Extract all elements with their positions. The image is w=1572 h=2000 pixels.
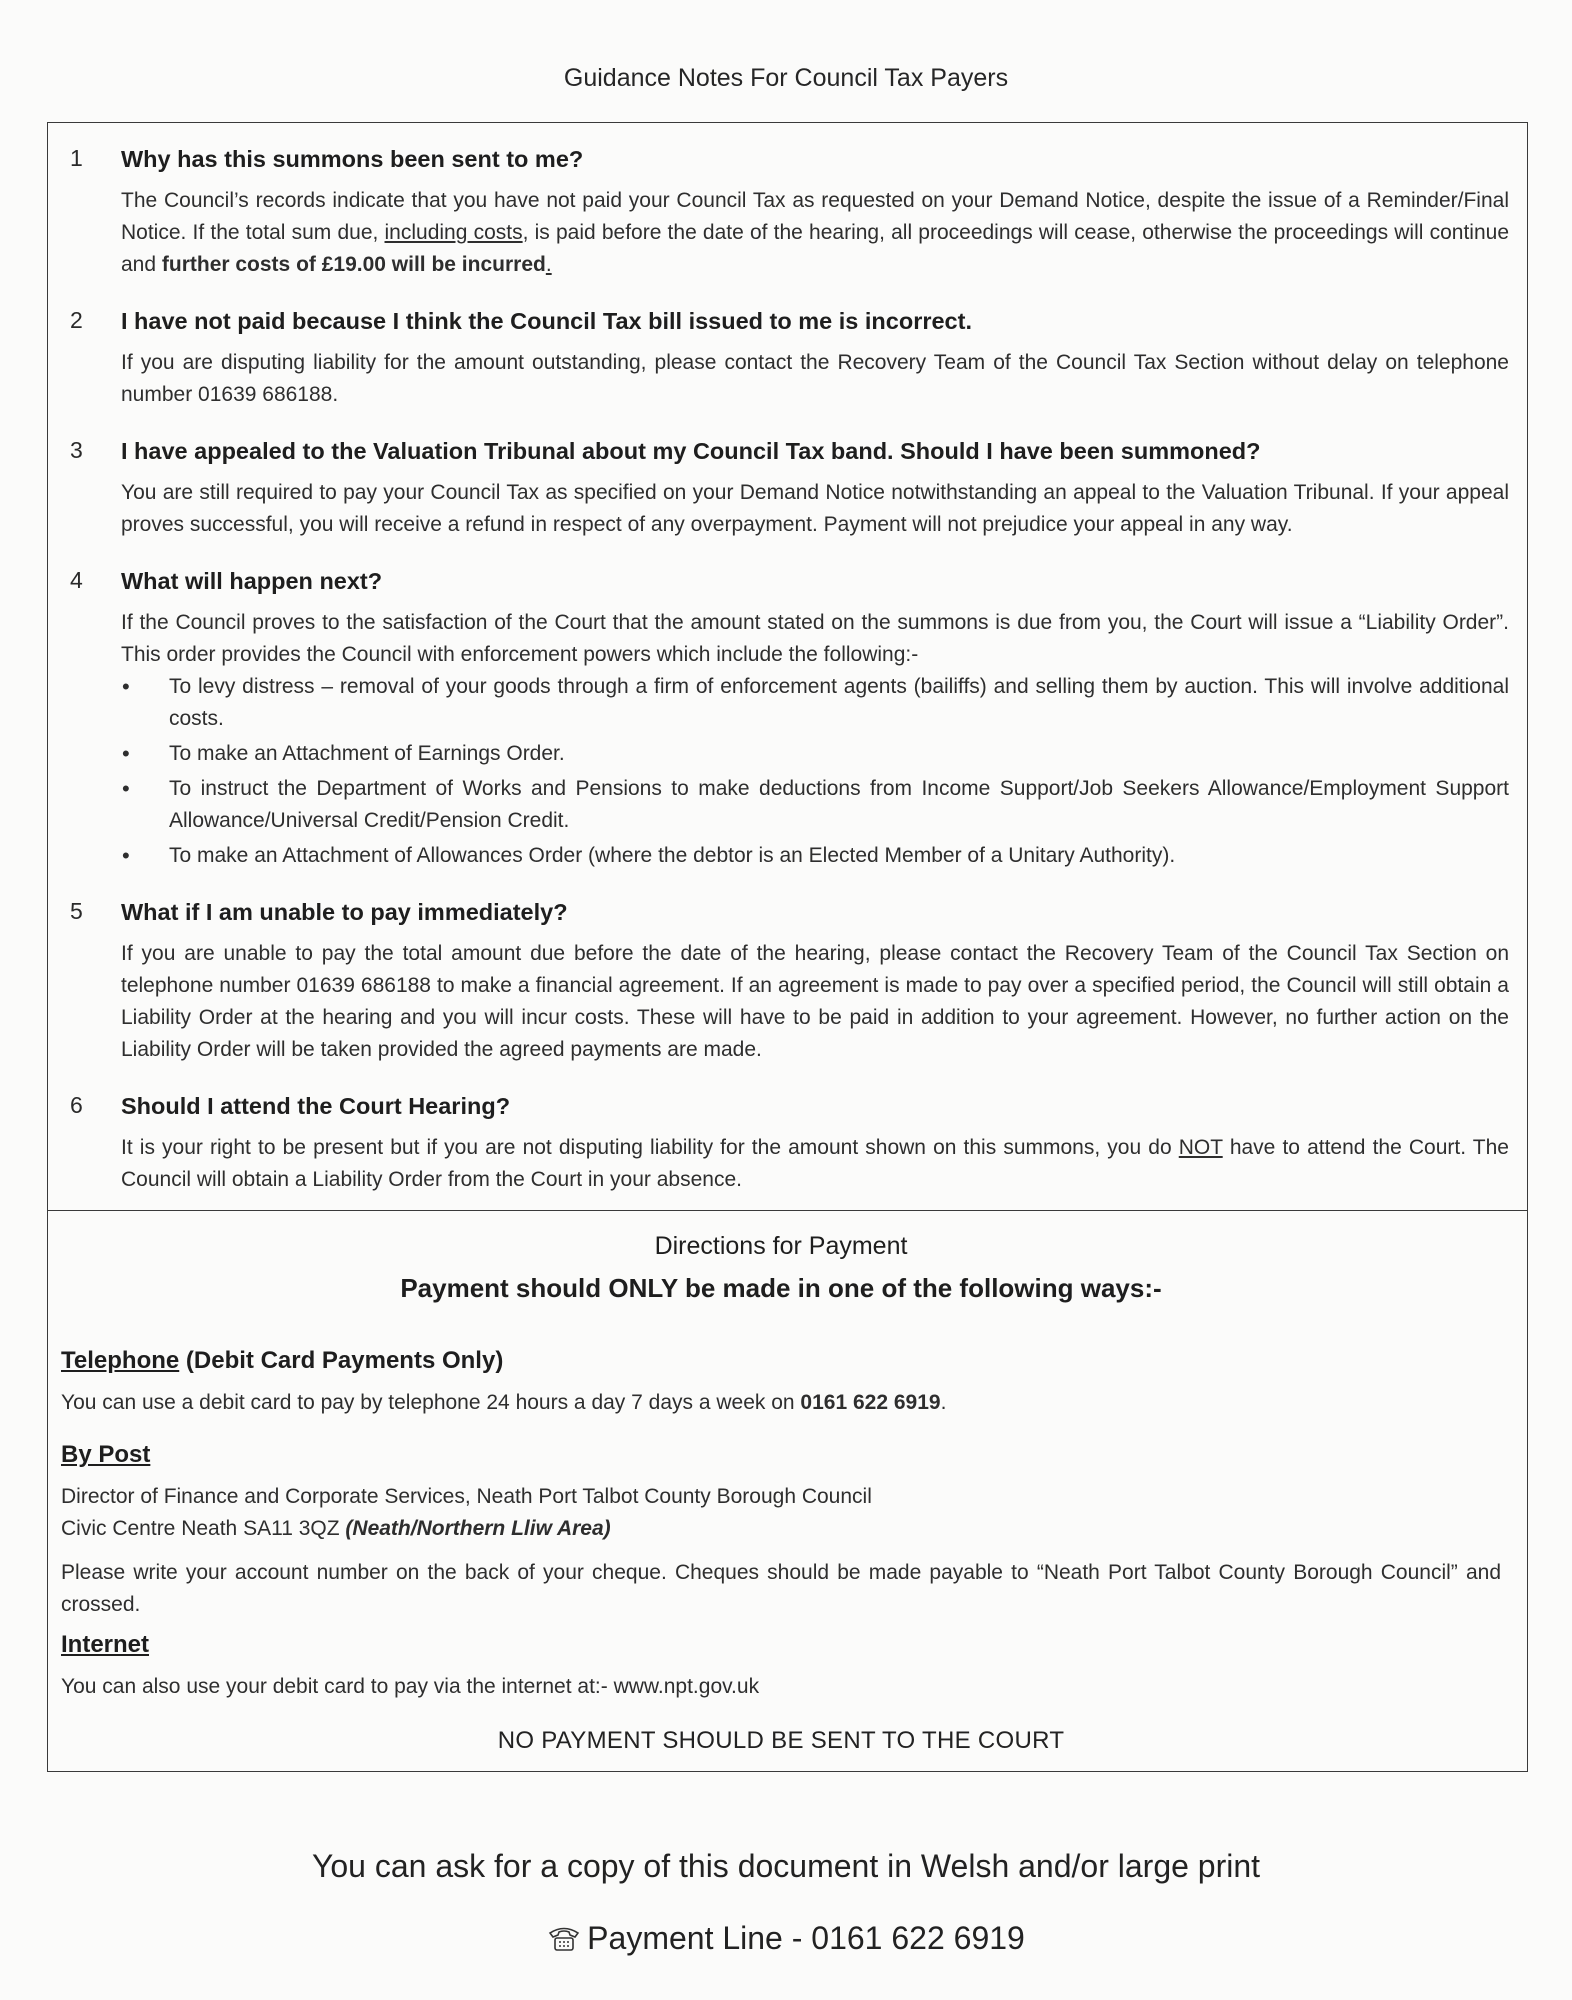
question-title: I have not paid because I think the Council Tax bill issued to me is incorrect. bbox=[121, 308, 972, 334]
payment-subheading: Payment should ONLY be made in one of the following ways:- bbox=[400, 1273, 1162, 1303]
question-6 bbox=[48, 1080, 1527, 1196]
telephone-label: Telephone bbox=[61, 1347, 180, 1374]
body-text: , is paid before the date of the hearing, all proceedings will cease, otherwise the proceedings will continue and bbox=[121, 221, 1510, 276]
bullet-icon: • bbox=[122, 741, 130, 766]
underlined-text: NOT bbox=[1178, 1136, 1223, 1159]
question-4 bbox=[48, 555, 1527, 872]
payment-section bbox=[48, 1211, 1527, 1771]
question-3 bbox=[48, 425, 1527, 541]
list-item bbox=[121, 840, 1509, 872]
list-item bbox=[121, 738, 1509, 770]
question-number: 4 bbox=[70, 567, 83, 593]
telephone-body bbox=[61, 1387, 1501, 1419]
address-line: Director of Finance and Corporate Services, Neath Port Talbot County Borough Council bbox=[61, 1485, 872, 1508]
bullet-text: To make an Attachment of Earnings Order. bbox=[169, 742, 565, 765]
question-body: If you are unable to pay the total amount due before the date of the hearing, please contact the Recovery Team of the Council Tax Section on telephone number 01639 686188 to make a financial agreement. If an agreement is made to pay over a specified period, the Council will still obtain a Liability Order at the hearing and you will incur costs. These will have to be paid in addition to your agreement. However, no further action on the Liability Order will be taken provided the agreed payments are made. bbox=[121, 942, 1509, 1061]
payment-line bbox=[0, 1920, 1572, 1957]
question-number: 3 bbox=[70, 437, 83, 463]
body-text: It is your right to be present but if you are not disputing liability for the amount shown on this summons, you do bbox=[121, 1136, 1179, 1159]
guidance-box bbox=[47, 122, 1528, 1772]
post-body: Please write your account number on the back of your cheque. Cheques should be made payable to “Neath Port Talbot County Borough Council” and crossed. bbox=[61, 1561, 1501, 1616]
telephone-title bbox=[61, 1347, 1501, 1375]
question-body: If the Council proves to the satisfaction of the Court that the amount stated on the summons is due from you, the Court will issue a “Liability Order”. This order provides the Council with enforcement powers which include the following:- bbox=[121, 611, 1509, 666]
telephone-icon bbox=[547, 1924, 581, 1952]
question-body: If you are disputing liability for the amount outstanding, please contact the Recovery Team of the Council Tax Section without delay on telephone number 01639 686188. bbox=[121, 351, 1509, 406]
question-number: 5 bbox=[70, 898, 83, 924]
body-text: . bbox=[545, 253, 552, 276]
internet-title bbox=[61, 1631, 1501, 1659]
bullet-text: To make an Attachment of Allowances Order (where the debtor is an Elected Member of a Unitary Authority). bbox=[169, 844, 1176, 867]
list-item bbox=[121, 773, 1509, 837]
telephone-note: (Debit Card Payments Only) bbox=[179, 1347, 504, 1374]
address-line bbox=[61, 1513, 1501, 1545]
body-text: The Council’s records indicate that you have not paid your Council Tax as requested on your Demand Notice, despite the issue of a Reminder/Final Notice. If the total sum due, bbox=[121, 189, 1509, 244]
no-court-payment-notice: NO PAYMENT SHOULD BE SENT TO THE COURT bbox=[497, 1727, 1065, 1754]
address-text: Civic Centre Neath SA11 3QZ bbox=[61, 1517, 346, 1540]
payment-line-text: Payment Line - 0161 622 6919 bbox=[587, 1920, 1025, 1956]
welsh-large-print-notice: You can ask for a copy of this document in Welsh and/or large print bbox=[311, 1848, 1261, 1884]
phone-number: 0161 622 6919 bbox=[800, 1391, 941, 1414]
question-number: 1 bbox=[70, 145, 83, 171]
bullet-text: To instruct the Department of Works and Pensions to make deductions from Income Support/Job Seekers Allowance/Employment Support Allowance/Universal Credit/Pension Credit. bbox=[169, 777, 1509, 832]
bullet-text: To levy distress – removal of your goods through a firm of enforcement agents (bailiffs) and selling them by auction. This will involve additional costs. bbox=[169, 675, 1509, 730]
bullet-icon: • bbox=[122, 674, 130, 699]
bold-text: further costs of £19.00 will be incurred bbox=[161, 253, 546, 276]
question-title: Why has this summons been sent to me? bbox=[121, 146, 584, 172]
internet-label: Internet bbox=[61, 1631, 150, 1658]
question-title: Should I attend the Court Hearing? bbox=[121, 1093, 511, 1119]
question-2 bbox=[48, 295, 1527, 411]
body-text: . bbox=[940, 1391, 947, 1414]
post-label: By Post bbox=[61, 1441, 151, 1468]
payment-heading: Directions for Payment bbox=[654, 1232, 908, 1260]
internet-body: You can also use your debit card to pay via the internet at:- www.npt.gov.uk bbox=[61, 1675, 760, 1698]
post-address bbox=[61, 1481, 1501, 1545]
underlined-text: including costs bbox=[384, 221, 523, 244]
body-text: You can use a debit card to pay by telephone 24 hours a day 7 days a week on bbox=[61, 1391, 801, 1414]
question-title: I have appealed to the Valuation Tribunal about my Council Tax band. Should I have been summoned? bbox=[121, 438, 1261, 464]
question-number: 2 bbox=[70, 307, 83, 333]
question-1 bbox=[48, 133, 1527, 281]
question-body bbox=[121, 185, 1509, 281]
question-5 bbox=[48, 886, 1527, 1066]
question-title: What if I am unable to pay immediately? bbox=[121, 899, 568, 925]
question-body bbox=[121, 1132, 1509, 1196]
bullet-icon: • bbox=[122, 843, 130, 868]
question-number: 6 bbox=[70, 1092, 83, 1118]
bullet-list bbox=[121, 671, 1509, 872]
body-text: have to attend the Court. The Council will obtain a Liability Order from the Court in your absence. bbox=[121, 1136, 1509, 1191]
question-body: You are still required to pay your Council Tax as specified on your Demand Notice notwithstanding an appeal to the Valuation Tribunal. If your appeal proves successful, you will receive a refund in respect of any overpayment. Payment will not prejudice your appeal in any way. bbox=[121, 481, 1509, 536]
guidance-section bbox=[48, 123, 1527, 1211]
page-title: Guidance Notes For Council Tax Payers bbox=[563, 64, 1009, 92]
question-title: What will happen next? bbox=[121, 568, 383, 594]
bullet-icon: • bbox=[122, 776, 130, 801]
list-item bbox=[121, 671, 1509, 735]
post-title bbox=[61, 1441, 1501, 1469]
area-note: (Neath/Northern Lliw Area) bbox=[345, 1517, 611, 1540]
